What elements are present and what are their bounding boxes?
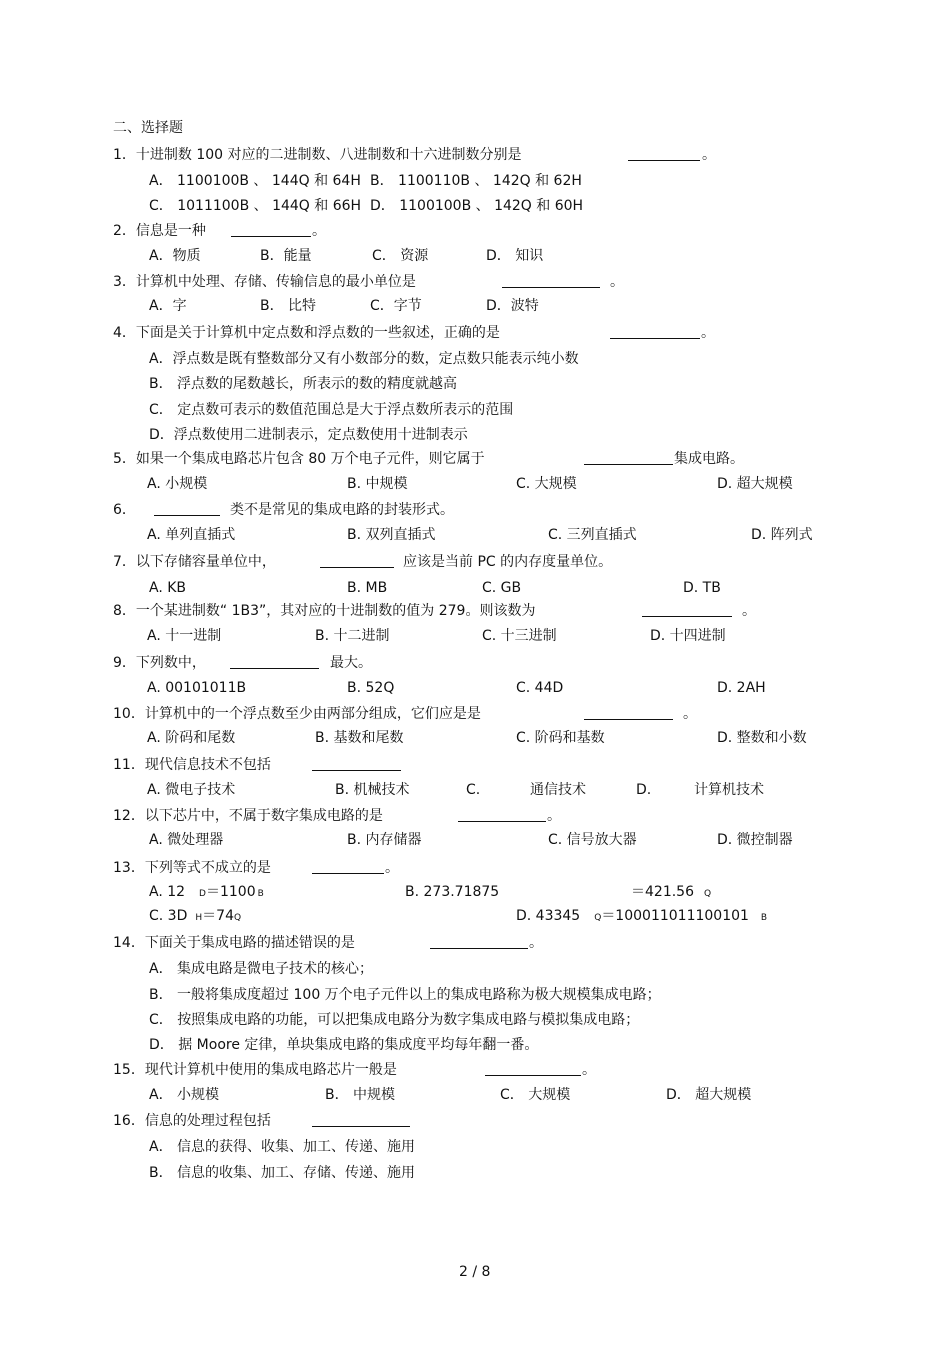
option-d-label: D. — [636, 782, 652, 798]
question-stem: 9．下列数中， — [113, 655, 206, 671]
option-a-subscript-base: B — [257, 889, 264, 899]
question-stem: 12．以下芯片中，不属于数字集成电路的是 — [113, 808, 383, 824]
option-b: B. 52Q — [347, 680, 395, 696]
option-d: D． 知识 — [486, 248, 544, 264]
answer-blank — [430, 934, 528, 949]
option-c: C. 信号放大器 — [548, 832, 637, 848]
option-a: A． 1100100B 、 144Q 和 64H — [149, 173, 361, 189]
option-d: D． 1100100B 、 142Q 和 60H — [370, 198, 584, 214]
option-c: C． 资源 — [372, 248, 429, 264]
option-a — [149, 883, 264, 903]
option-a: A． 集成电路是微电子技术的核心； — [149, 961, 374, 977]
option-a: A．物质 — [149, 248, 201, 264]
option-a: A. 单列直插式 — [147, 527, 236, 543]
option-a: A． 信息的获得、收集、加工、传递、施用 — [149, 1139, 416, 1155]
option-c-subscript-base: H — [195, 913, 203, 923]
option-c-rhs: ＝74 — [202, 908, 234, 924]
question-end: 。 — [683, 706, 697, 722]
answer-blank — [312, 859, 384, 874]
option-a: A. KB — [149, 580, 187, 596]
option-c-subscript-base: Q — [233, 913, 242, 923]
option-d-lhs: D. 43345 — [516, 908, 581, 924]
answer-blank — [642, 602, 732, 617]
option-d-rhs: ＝100011011100101 — [601, 908, 749, 924]
option-c: C． 大规模 — [500, 1087, 571, 1103]
option-a: A．字 — [149, 298, 187, 314]
page-number: 2 / 8 — [459, 1264, 491, 1280]
option-b: B． 1100110B 、 142Q 和 62H — [370, 173, 582, 189]
question-stem: 13．下列等式不成立的是 — [113, 860, 271, 876]
option-a: A．浮点数是既有整数部分又有小数部分的数，定点数只能表示纯小数 — [149, 351, 579, 367]
question-end: 。 — [547, 808, 561, 824]
option-d: D. 阵列式 — [751, 527, 813, 543]
option-b-subscript-base: Q — [704, 889, 712, 899]
option-a-subscript-base: D — [199, 889, 206, 899]
answer-blank — [584, 450, 673, 465]
question-end: 应该是当前 PC 的内存度量单位。 — [403, 554, 613, 570]
option-d — [516, 907, 767, 927]
answer-blank — [628, 146, 700, 161]
option-d: D. 超大规模 — [717, 476, 793, 492]
section-title: 二、选择题 — [113, 120, 183, 136]
question-stem: 14．下面关于集成电路的描述错误的是 — [113, 935, 355, 951]
question-stem: 2．信息是一种 — [113, 223, 206, 239]
option-c: C． 1011100B 、 144Q 和 66H — [149, 198, 362, 214]
option-b: B． 一般将集成度超过 100 万个电子元件以上的集成电路称为极大规模集成电路； — [149, 987, 661, 1003]
answer-blank — [458, 807, 546, 822]
option-a: A. 十一进制 — [147, 628, 222, 644]
question-end: 最大。 — [330, 655, 372, 671]
question-stem: 16．信息的处理过程包括 — [113, 1113, 271, 1129]
option-d: D. 2AH — [717, 680, 766, 696]
option-c: C. 十三进制 — [482, 628, 557, 644]
option-d: D. 整数和小数 — [717, 730, 807, 746]
answer-blank — [230, 654, 319, 669]
question-end: 。 — [385, 860, 399, 876]
question-stem: 11．现代信息技术不包括 — [113, 757, 271, 773]
option-a: A. 00101011B — [147, 680, 247, 696]
option-b: B. 内存储器 — [347, 832, 422, 848]
option-b: B． 比特 — [260, 298, 317, 314]
option-d: D． 超大规模 — [666, 1087, 752, 1103]
option-c-lhs: C. 3D — [149, 908, 188, 924]
option-a: A. 微处理器 — [149, 832, 224, 848]
option-a: A． 小规模 — [149, 1087, 220, 1103]
option-b: B. 中规模 — [347, 476, 408, 492]
option-b: B. MB — [347, 580, 388, 596]
option-b: B. 基数和尾数 — [315, 730, 404, 746]
question-stem: 4．下面是关于计算机中定点数和浮点数的一些叙述，正确的是 — [113, 325, 500, 341]
option-a-lhs: A. 12 — [149, 884, 186, 900]
option-c: C. 44D — [516, 680, 564, 696]
question-end: 。 — [702, 147, 716, 163]
option-b: B. 机械技术 — [335, 782, 410, 798]
option-d: D. 十四进制 — [650, 628, 726, 644]
option-d: D． 据 Moore 定律，单块集成电路的集成度平均每年翻一番。 — [149, 1037, 539, 1053]
question-stem: 10．计算机中的一个浮点数至少由两部分组成，它们应是是 — [113, 706, 481, 722]
question-stem: 6． — [113, 502, 136, 518]
question-end: 集成电路。 — [674, 451, 744, 467]
option-d: D. 微控制器 — [717, 832, 793, 848]
question-stem: 1．十进制数 100 对应的二进制数、八进制数和十六进制数分别是 — [113, 147, 522, 163]
answer-blank — [312, 756, 401, 771]
option-d-subscript-base: B — [760, 913, 768, 923]
answer-blank — [312, 1112, 410, 1127]
option-c: C. 阶码和基数 — [516, 730, 605, 746]
option-c: C. GB — [482, 580, 522, 596]
answer-blank — [502, 273, 600, 288]
option-d: D．浮点数使用二进制表示，定点数使用十进制表示 — [149, 427, 468, 443]
answer-blank — [584, 705, 673, 720]
option-d-text: 计算机技术 — [694, 782, 764, 798]
question-stem: 15．现代计算机中使用的集成电路芯片一般是 — [113, 1062, 397, 1078]
option-b: B． 中规模 — [325, 1087, 396, 1103]
option-d: D．波特 — [486, 298, 539, 314]
option-b: B. 双列直插式 — [347, 527, 436, 543]
question-stem: 7．以下存储容量单位中， — [113, 554, 276, 570]
option-c: C．字节 — [370, 298, 422, 314]
question-stem: 3．计算机中处理、存储、传输信息的最小单位是 — [113, 274, 416, 290]
question-end: 。 — [701, 325, 715, 341]
option-c — [149, 907, 241, 927]
answer-blank — [231, 222, 311, 237]
option-a-rhs: ＝1100 — [205, 884, 256, 900]
option-b: B. 十二进制 — [315, 628, 390, 644]
option-a: A. 小规模 — [147, 476, 208, 492]
option-c: C. 大规模 — [516, 476, 577, 492]
answer-blank — [610, 324, 700, 339]
question-end: 。 — [742, 603, 756, 619]
option-a: A. 阶码和尾数 — [147, 730, 236, 746]
option-a: A. 微电子技术 — [147, 782, 236, 798]
option-c: C. 三列直插式 — [548, 527, 637, 543]
question-stem: 8．一个某进制数“ 1B3”，其对应的十进制数的值为 279。则该数为 — [113, 603, 536, 619]
option-b-rhs: ＝421.56 Q — [631, 884, 712, 900]
option-b: B．能量 — [260, 248, 312, 264]
question-end: 。 — [529, 935, 543, 951]
option-b: B． 浮点数的尾数越长，所表示的数的精度就越高 — [149, 376, 458, 392]
question-stem: 5．如果一个集成电路芯片包含 80 万个电子元件，则它属于 — [113, 451, 485, 467]
question-end: 。 — [610, 274, 624, 290]
option-d-subscript-base: Q — [594, 913, 602, 923]
option-c: C． 按照集成电路的功能，可以把集成电路分为数字集成电路与模拟集成电路； — [149, 1012, 640, 1028]
answer-blank — [154, 501, 220, 516]
question-end: 类不是常见的集成电路的封装形式。 — [230, 502, 454, 518]
question-end: 。 — [312, 223, 326, 239]
option-b: B． 信息的收集、加工、存储、传递、施用 — [149, 1165, 416, 1181]
option-b-lhs: B. 273.71875 — [405, 884, 500, 900]
answer-blank — [320, 553, 394, 568]
question-end: 。 — [582, 1062, 596, 1078]
answer-blank — [485, 1061, 581, 1076]
option-c: C． 定点数可表示的数值范围总是大于浮点数所表示的范围 — [149, 402, 514, 418]
option-c-text: 通信技术 — [530, 782, 586, 798]
option-c-label: C. — [466, 782, 481, 798]
option-d: D. TB — [683, 580, 721, 596]
